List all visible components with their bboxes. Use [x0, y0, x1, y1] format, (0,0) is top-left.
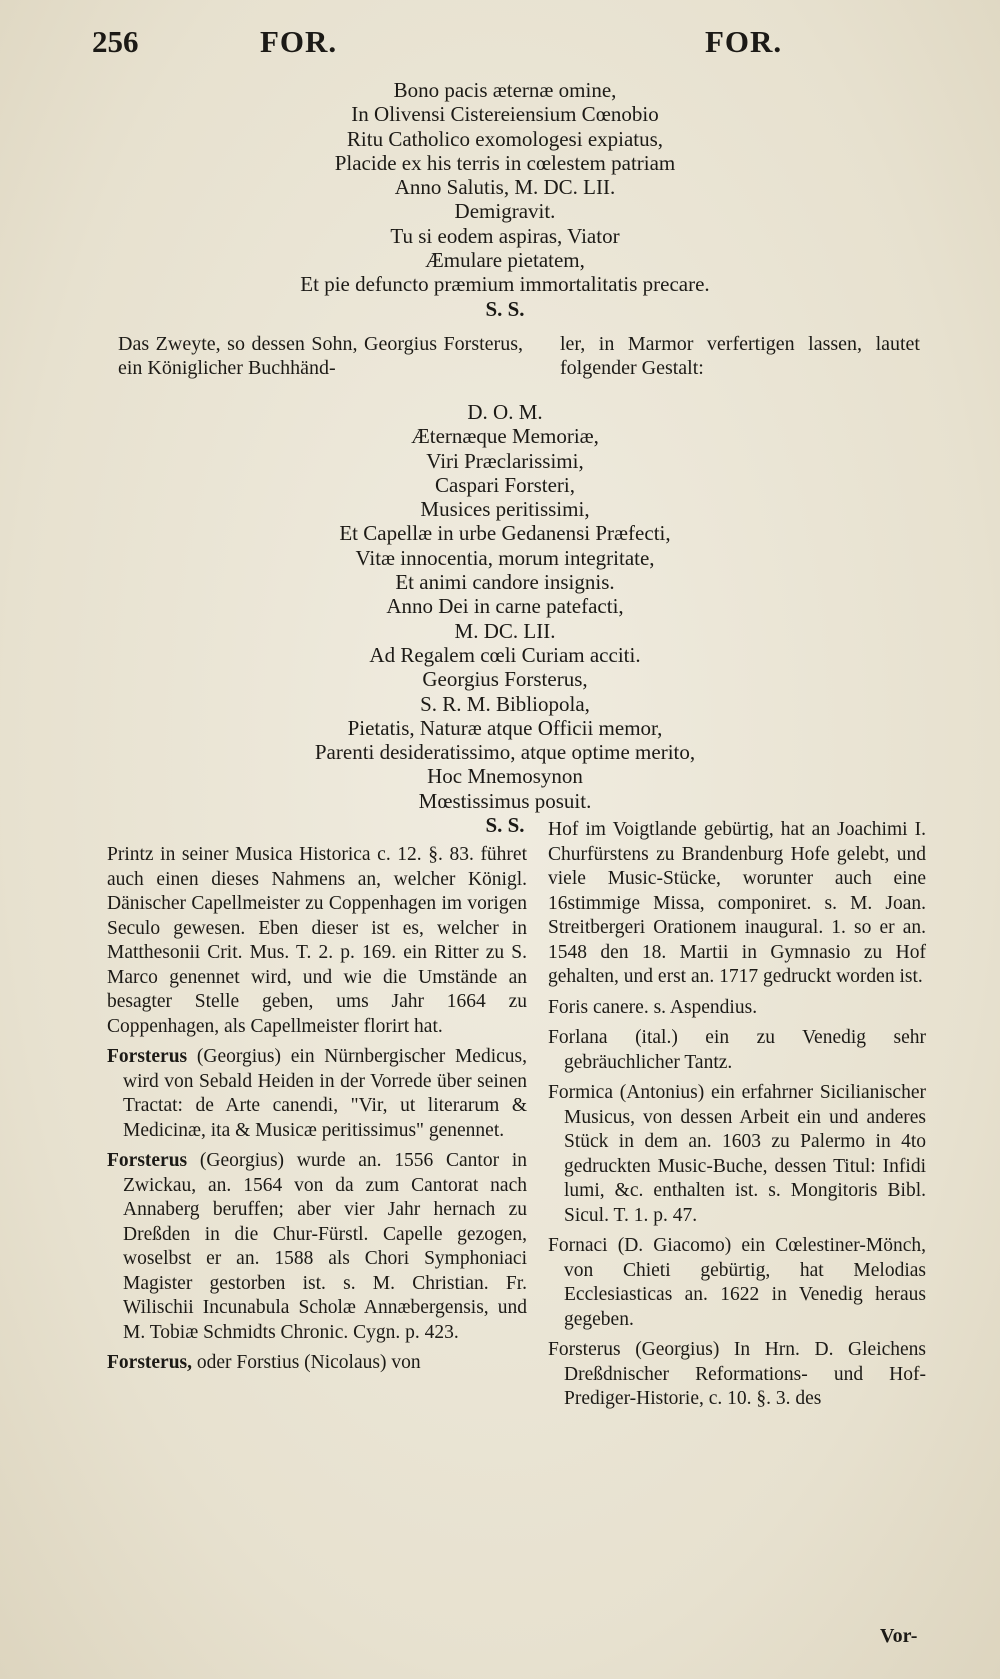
- entry-text: Hof im Voigtlande gebürtig, hat an Joachimi I. Churfürstens zu Brandenburg Hofe gelebt, und viele Music-Stücke, worunter auch eine 16stimmige Missa, componiret. s. M. Joan. Streitbergeri Orationem inaugural. 1. so er an. 1548 den 18. Martii in Gymnasio zu Hof gehalten, und erst an. 1717 gedruckt worden ist.: [548, 819, 926, 987]
- epitaph-line: Hoc Mnemosynon: [427, 764, 583, 789]
- epitaph-line: Et animi candore insignis.: [395, 570, 615, 595]
- running-head-left: FOR.: [260, 24, 338, 59]
- entry-lemma: Forsterus,: [107, 1352, 193, 1373]
- epitaph-line: Æmulare pietatem,: [425, 248, 585, 273]
- epitaph-line: M. DC. LII.: [454, 618, 556, 643]
- epitaph-line: S. R. M. Bibliopola,: [420, 691, 590, 716]
- page-header: [0, 22, 1000, 66]
- epitaph-line: Anno Salutis, M. DC. LII.: [394, 175, 616, 200]
- entry-lemma: Forsterus: [107, 1046, 188, 1067]
- entry-lemma: Foris canere.: [548, 996, 649, 1018]
- dictionary-entry: [548, 818, 926, 990]
- entry-lemma: Forsterus: [107, 1150, 188, 1171]
- epitaph-signature: S. S.: [485, 296, 525, 321]
- intro-text-left: Das Zweyte, so dessen Sohn, Georgius Forsterus, ein Königlicher Buchhänd-: [118, 333, 523, 380]
- entry-lemma: Fornaci: [548, 1235, 608, 1256]
- entry-lemma: Forsterus: [548, 1339, 621, 1360]
- dictionary-entry: [107, 1351, 527, 1376]
- epitaph-signature: S. S.: [485, 813, 525, 838]
- entry-text: Printz in seiner Musica Historica c. 12. §. 83. führet auch einen dieses Nahmens an, welcher Königl. Dänischer Capellmeister zu Coppenhagen im vorigen Seculo gewesen. Eben dieser ist es, welcher in Matthesonii Crit. Mus. T. 2. p. 169. ein Ritter zu S. Marco genennet wird, und wie die Umstände an besagter Stelle geben, ums Jahr 1664 zu Coppenhagen, als Capellmeister florirt hat.: [107, 844, 527, 1037]
- running-head-right: FOR.: [705, 24, 783, 59]
- epitaph-line: Georgius Forsterus,: [422, 667, 588, 692]
- epitaph-line: Pietatis, Naturæ atque Officii memor,: [347, 715, 663, 740]
- entry-text: oder Forstius (Nicolaus) von: [196, 1352, 421, 1373]
- entry-text: (Georgius) In Hrn. D. Gleichens Dreßdnischer Reformations- und Hof-Prediger-Historie, c. 10. §. 3. des: [564, 1339, 927, 1409]
- epitaph-line: In Olivensi Cistereiensium Cœnobio: [351, 102, 659, 127]
- entry-text: (D. Giacomo) ein Cœlestiner-Mönch, von Chieti gebürtig, hat Melodias Ecclesiasticas an. 1622 in Venedig heraus gegeben.: [564, 1235, 927, 1330]
- dictionary-entry: [548, 1338, 926, 1412]
- epitaph-line: Et Capellæ in urbe Gedanensi Præfecti,: [339, 521, 671, 546]
- dictionary-entry: [548, 1026, 926, 1075]
- epitaph-line: Ad Regalem cœli Curiam acciti.: [369, 642, 641, 667]
- epitaph-line: Æternæque Memoriæ,: [411, 424, 599, 449]
- epitaph-line: Mœstissimus posuit.: [418, 788, 592, 813]
- dictionary-entry: [548, 1234, 926, 1332]
- epitaph-line: Bono pacis æternæ omine,: [393, 78, 617, 102]
- entry-text: (Antonius) ein erfahrner Sicilianischer Musicus, von dessen Arbeit ein und anderes Stück in dem an. 1603 zu Palermo in 4to gedruckten Music-Buche, dessen Titul: Infidi lumi, &c. enthalten ist. s. Mongitoris Bibl. Sicul. T. 1. p. 47.: [564, 1082, 926, 1226]
- epitaph-line: Tu si eodem aspiras, Viator: [390, 223, 620, 248]
- epitaph-line: Placide ex his terris in cœlestem patriam: [334, 150, 676, 175]
- dictionary-entry: [107, 843, 527, 1039]
- entry-text: (ital.) ein zu Venedig sehr gebräuchlicher Tantz.: [564, 1027, 926, 1073]
- epitaph-line: Vitæ innocentia, morum integritate,: [355, 545, 655, 570]
- entry-lemma: Forlana: [548, 1027, 608, 1048]
- entry-lemma: Formica: [548, 1082, 613, 1103]
- left-column: [107, 843, 527, 1382]
- dictionary-entry: [548, 996, 926, 1021]
- entry-text: (Georgius) ein Nürnbergischer Medicus, wird von Sebald Heiden in der Vorrede über seinen Tractat: de Arte canendi, "Vir, ut literarum & Medicinæ, ita & Musicæ peritissimus" genennet.: [123, 1046, 527, 1141]
- entry-text: s. Aspendius.: [653, 996, 758, 1018]
- catchword: Vor-: [880, 1625, 918, 1647]
- entry-text: (Georgius) wurde an. 1556 Cantor in Zwickau, an. 1564 von da zum Cantorat nach Annaberg beruffen; aber vier Jahr hernach zu Dreßden in die Chur-Fürstl. Capelle gezogen, woselbst er an. 1588 als Chori Symphoniaci Magister gestorben ist. s. M. Christian. Fr. Wilischii Incunabula Scholæ Annæbergensis, und M. Tobiæ Schmidts Chronic. Cygn. p. 423.: [123, 1150, 528, 1343]
- epitaph-first: [110, 78, 900, 321]
- epitaph-line: Ritu Catholico exomologesi expiatus,: [346, 126, 664, 151]
- dictionary-entry: [107, 1149, 527, 1345]
- dictionary-entry: [548, 1081, 926, 1228]
- epitaph-line: D. O. M.: [467, 400, 543, 424]
- epitaph-line: Anno Dei in carne patefacti,: [386, 594, 624, 619]
- epitaph-line: Caspari Forsteri,: [435, 472, 575, 497]
- intro-text-right: ler, in Marmor verfertigen lassen, lautet folgender Gestalt:: [560, 333, 920, 380]
- epitaph-line: Et pie defuncto præmium immortalitatis precare.: [300, 272, 710, 297]
- epitaph-line: Demigravit.: [454, 199, 556, 224]
- right-column: [548, 818, 926, 1418]
- epitaph-line: Viri Præclarissimi,: [426, 448, 584, 473]
- epitaph-line: Parenti desideratissimo, atque optime merito,: [314, 740, 696, 765]
- dictionary-entry: [107, 1045, 527, 1143]
- page-number: 256: [92, 24, 139, 59]
- epitaph-line: Musices peritissimi,: [420, 497, 590, 522]
- epitaph-second: [110, 400, 900, 837]
